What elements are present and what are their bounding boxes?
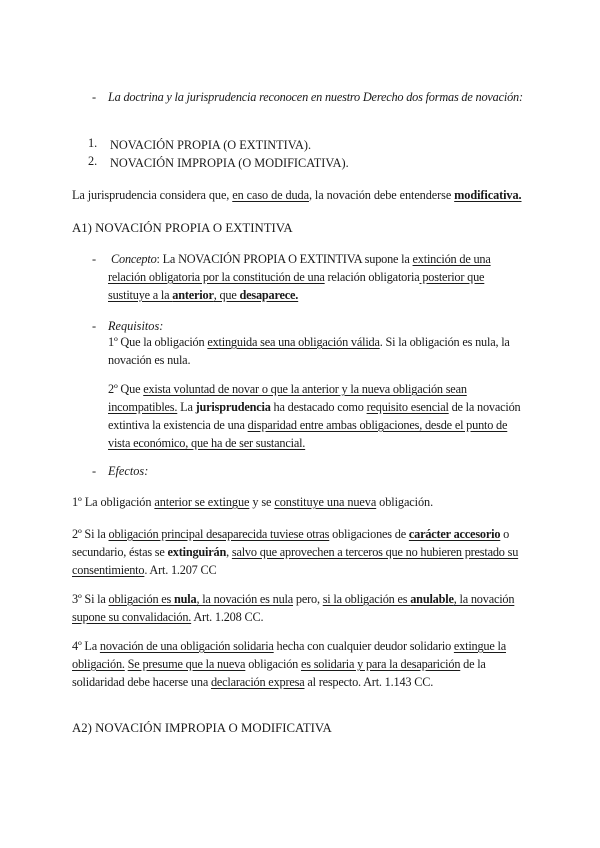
text-run: . Si la obligación es nula, la novación es nula. [108,335,510,367]
underlined-run: exista voluntad de novar o que la anterior y la nueva obligación sean incompatibles. [108,382,467,414]
concepto-paragraph [108,250,526,304]
text-run: al respecto. Art. 1.143 CC. [304,675,434,689]
underlined-run: , que [213,288,240,302]
intro-text: La doctrina y la jurisprudencia reconocen en nuestro Derecho dos formas de novación: [108,90,523,104]
underlined-run: declaración expresa [210,675,305,689]
text-run: obligación. [376,495,434,509]
text-run: 3º Si la [72,592,109,606]
form-1-label: NOVACIÓN PROPIA (O EXTINTIVA). [110,138,312,152]
underlined-run: extinguida sea una obligación válida [207,335,380,349]
text-run: obligación [245,657,301,671]
text-run: , [226,545,232,559]
text-run: obligaciones de [329,527,409,541]
text-run: , la novación debe entenderse [308,188,455,202]
text-run: La jurisprudencia considera que, [72,188,233,202]
section-a2-heading: A2) NOVACIÓN IMPROPIA O MODIFICATIVA [72,721,332,735]
efectos-label-line [108,462,526,480]
bullet-dash: - [92,464,97,478]
requisito-1-paragraph [108,333,526,369]
efecto-1-paragraph [72,493,526,511]
bold-underlined-run: modificativa. [454,188,522,202]
underlined-run: , la novación es nula [196,592,294,606]
bold-underlined-run: desaparece. [239,288,299,302]
requisito-2-paragraph [108,380,526,452]
underlined-run: posterior que sustituye a la [108,270,485,302]
text-run: La [177,400,196,414]
text-run: o secundario, éstas se [72,527,510,559]
text-run: 2º Si la [72,527,109,541]
underlined-run: extinción de una relación obligatoria por la constitución de una [108,252,491,284]
text-run: Art. 1.208 CC. [191,610,264,624]
underlined-run: en caso de duda [232,188,309,202]
text-run: : La NOVACIÓN PROPIA O EXTINTIVA supone la [156,252,413,266]
underlined-run: extingue la obligación. [72,639,506,671]
efectos-label: Efectos: [108,464,149,478]
underlined-run: requisito esencial [366,400,449,414]
efecto-4-paragraph [72,637,526,691]
text-run: 4º La [72,639,100,653]
text-run: pero, [293,592,323,606]
form-2-label: NOVACIÓN IMPROPIA (O MODIFICATIVA). [110,156,349,170]
jurisprudencia-paragraph [72,186,526,204]
bold-run: extinguirán [167,545,227,559]
underlined-run: anterior se extingue [154,495,250,509]
text-run: . Art. 1.207 CC [144,563,217,577]
bullet-dash: - [92,252,97,266]
text-run: ha destacado como [270,400,367,414]
concepto-label: Concepto [111,252,157,266]
text-run: relación obligatoria [324,270,420,284]
text-run: de la solidaridad debe hacerse una [72,657,486,689]
bullet-dash: - [92,319,97,333]
underlined-run: si la obligación es [322,592,411,606]
form-2-number: 2. [88,154,98,168]
bold-underlined-run: carácter accesorio [408,527,501,541]
form-1-number: 1. [88,136,98,150]
text-run: de la novación extintiva la existencia de una [108,400,521,432]
efecto-3-paragraph [72,590,526,626]
bold-run: jurisprudencia [195,400,271,414]
text-run: 2º Que [108,382,144,396]
bold-underlined-run: anterior [172,288,214,302]
underlined-run: constituye una nueva [274,495,377,509]
underlined-run: novación de una obligación solidaria [99,639,274,653]
underlined-run: , la novación supone su convalidación. [72,592,515,624]
underlined-run: obligación principal desaparecida tuviese otras [108,527,330,541]
underlined-run: Se presume que la nueva [127,657,246,671]
efecto-2-paragraph [72,525,526,579]
bullet-dash: - [92,90,97,104]
text-run: hecha con cualquier deudor solidario [273,639,454,653]
underlined-run: salvo que aprovechen a terceros que no hubieren prestado su consentimiento [72,545,519,577]
text-run: 1º Que la obligación [108,335,208,349]
intro-paragraph [108,88,526,106]
text-run: y se [249,495,275,509]
section-a1-heading: A1) NOVACIÓN PROPIA O EXTINTIVA [72,221,293,235]
requisitos-label: Requisitos: [108,319,164,333]
text-run: 1º La obligación [72,495,155,509]
underlined-run: disparidad entre ambas obligaciones, desde el punto de vista económico, que ha de ser sustancial. [108,418,508,450]
underlined-run: obligación es [108,592,175,606]
bold-underlined-run: anulable [410,592,454,606]
underlined-run: es solidaria y para la desaparición [300,657,461,671]
bold-underlined-run: nula [174,592,197,606]
